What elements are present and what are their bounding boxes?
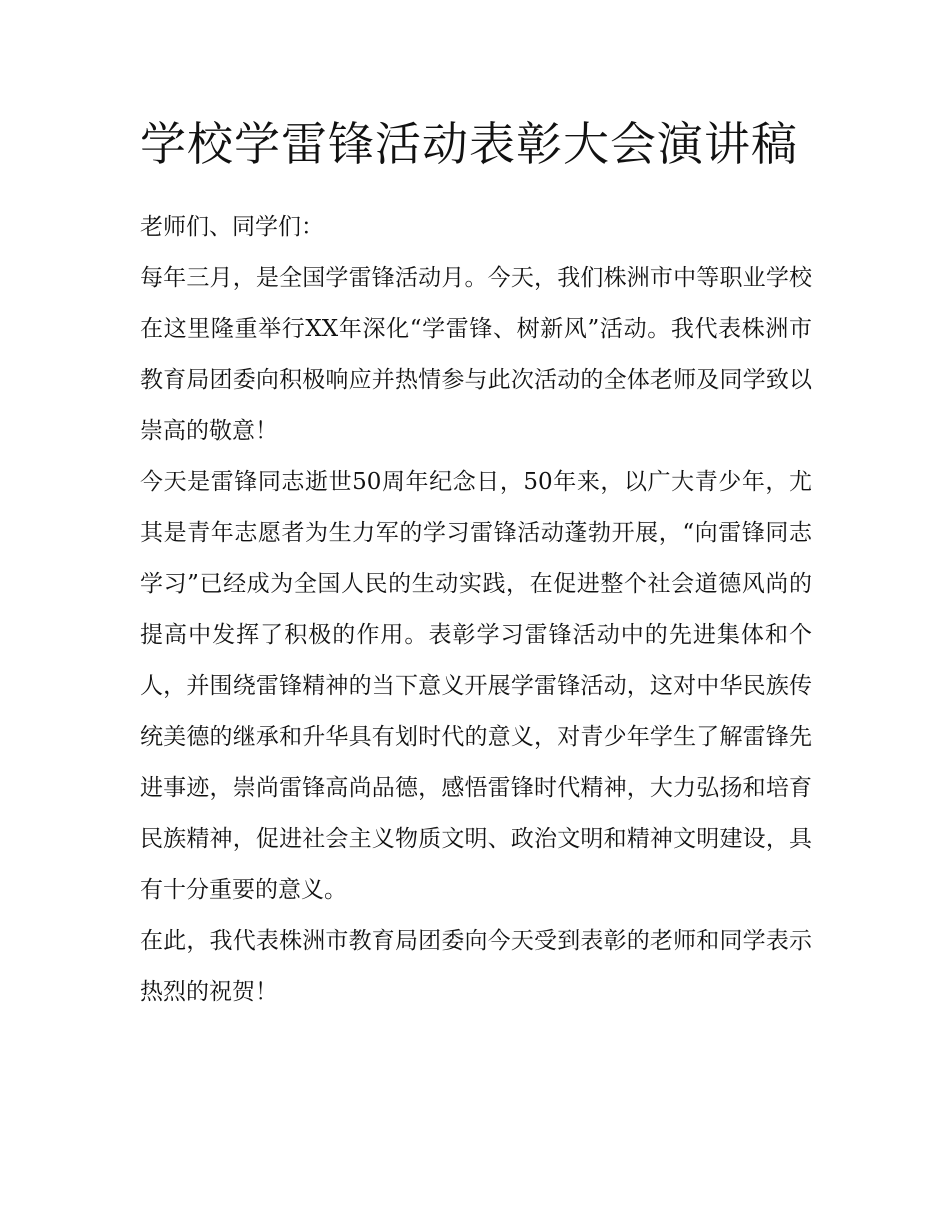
paragraph-congratulation: 在此，我代表株洲市教育局团委向今天受到表彰的老师和同学表示热烈的祝贺！ — [140, 928, 812, 1005]
document-content — [140, 108, 812, 1018]
paragraph-main: 今天是雷锋同志逝世50周年纪念日，50年来，以广大青少年，尤其是青年志愿者为生力军的学习雷锋活动蓬勃开展，“向雷锋同志学习”已经成为全国人民的生动实践，在促进整个社会道德风尚的提高中发挥了积极的作用。表彰学习雷锋活动中的先进集体和个人，并围绕雷锋精神的当下意义开展学雷锋活动，这对中华民族传统美德的继承和升华具有划时代的意义，对青少年学生了解雷锋先进事迹，崇尚雷锋高尚品德，感悟雷锋时代精神，大力弘扬和培育民族精神，促进社会主义物质文明、政治文明和精神文明建设，具有十分重要的意义。 — [140, 469, 812, 903]
document-title: 学校学雷锋活动表彰大会演讲稿 — [140, 117, 798, 171]
paragraph-opening: 每年三月，是全国学雷锋活动月。今天，我们株洲市中等职业学校在这里隆重举行XX年深化“学雷锋、树新风”活动。我代表株洲市教育局团委向积极响应并热情参与此次活动的全体老师及同学致以崇高的敬意！ — [140, 265, 812, 444]
paragraph-greeting: 老师们、同学们： — [140, 214, 324, 240]
document-body — [140, 202, 812, 1018]
